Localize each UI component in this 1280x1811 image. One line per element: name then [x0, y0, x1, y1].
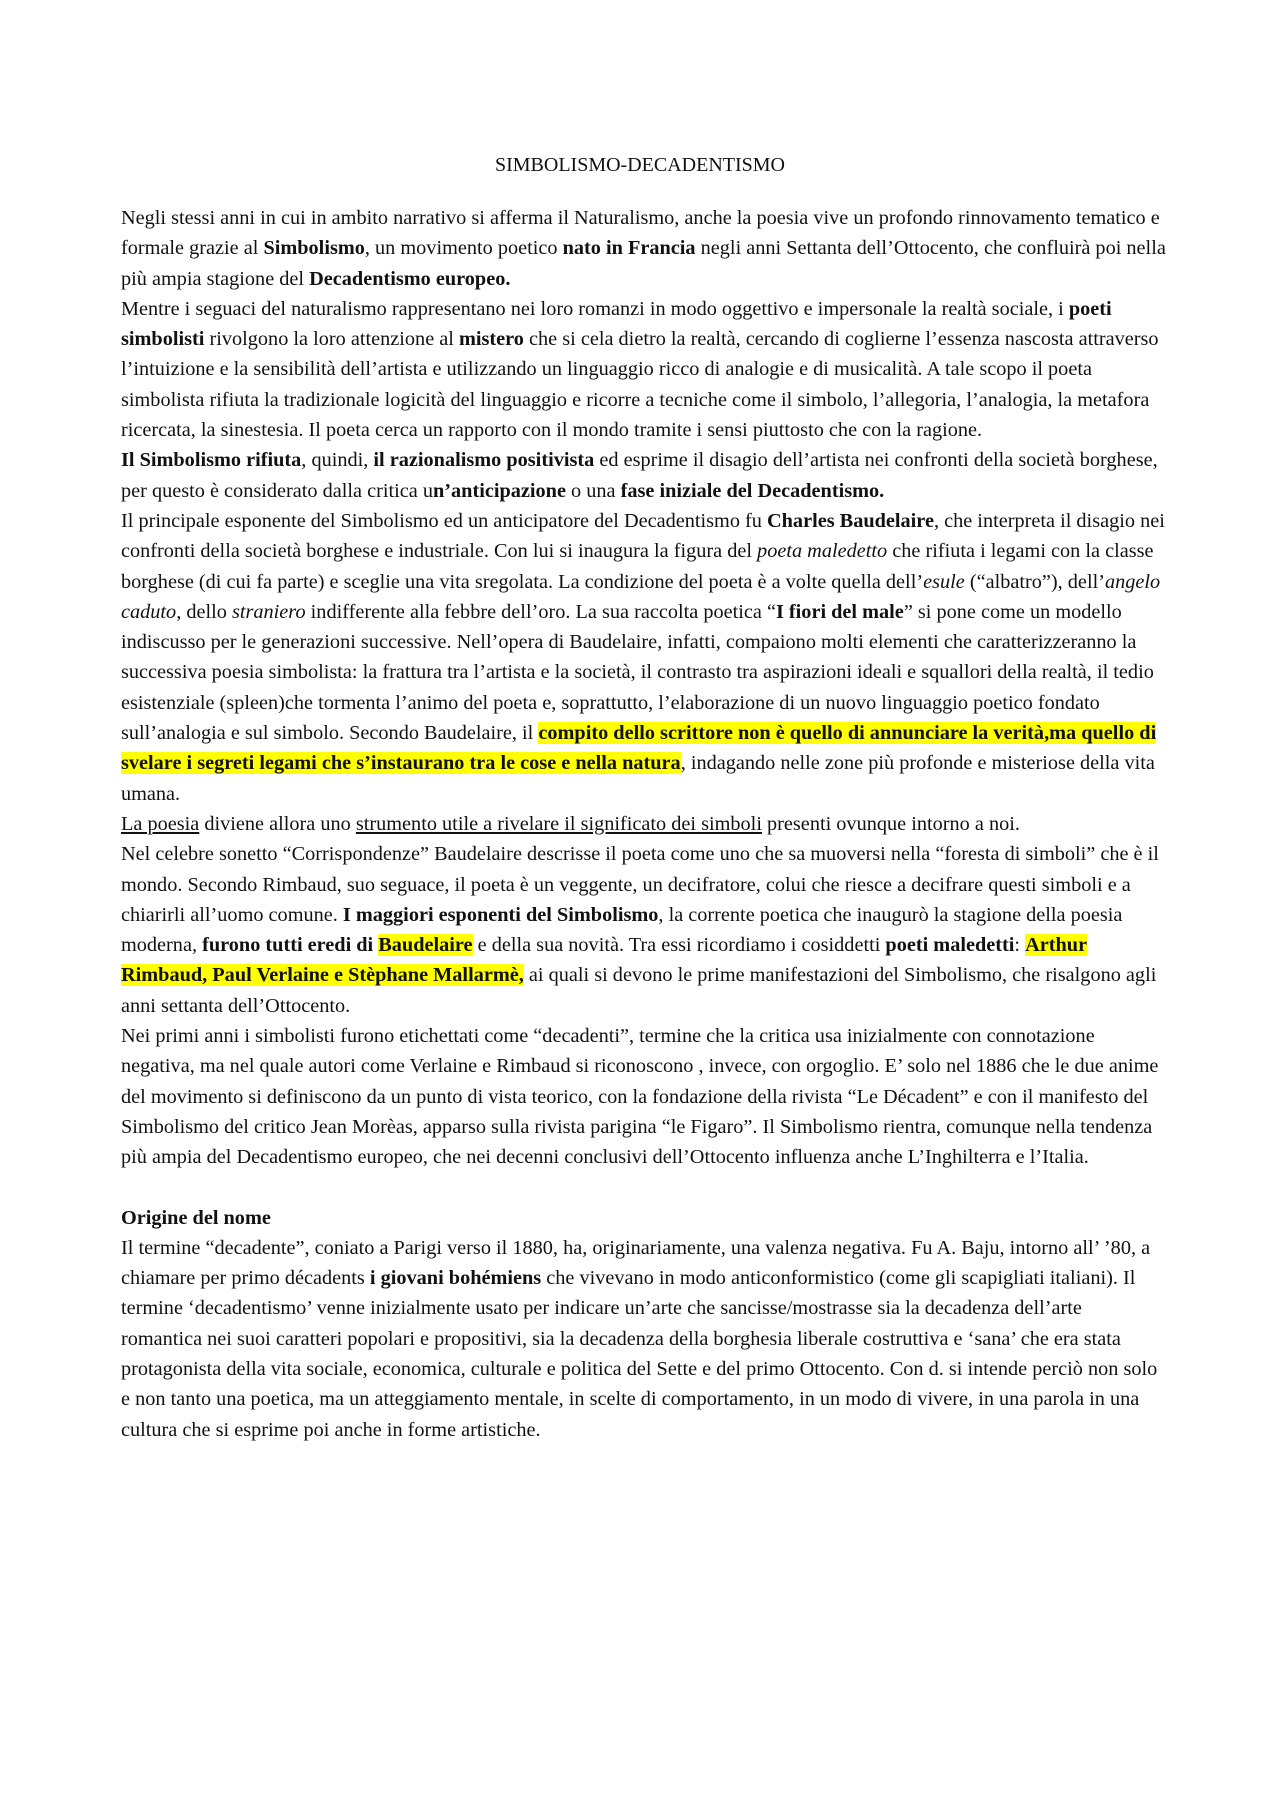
text-run: Mentre i seguaci del naturalismo rappresentano nei loro romanzi in modo oggettivo e impersonale la realtà sociale, i [121, 297, 1069, 320]
text-run: ed esprime il disagio dell’artista nei confronti della società borghese, per questo è considerato dalla critica u [121, 449, 1158, 502]
italic-run: esule [923, 570, 965, 593]
text-run: rivolgono la loro attenzione al [204, 328, 459, 351]
paragraph-naturalism-contrast [121, 294, 1167, 445]
bold-run: poeti maledetti [885, 934, 1015, 957]
italic-run: angelo caduto [121, 570, 1161, 623]
text-run: , che interpreta il disagio nei confronti della società borghese e industriale. Con lui si inaugura la figura del [121, 509, 1165, 563]
section-heading [121, 1203, 1167, 1233]
text-run: ” si pone come un modello indiscusso per le generazioni successive. Nell’opera di Baudelaire, infatti, compaiono molti elementi che caratterizzeranno la successiva poesia simbolista: la frattura tra l’artista e la società, il contrasto tra aspirazioni ideali e squallori della realtà, il tedio esistenziale (spleen)che tormenta l’animo del poeta e, soprattutto, l’elaborazione di un nuovo linguaggio poetico fondato sull’analogia e sul simbolo. Secondo Baudelaire, il [121, 600, 1154, 745]
text-run: negli anni Settanta dell’Ottocento, che confluirà poi nella più ampia stagione del [121, 237, 1166, 290]
paragraph-correspondences [121, 839, 1167, 1021]
text-run: , un movimento poetico [364, 237, 563, 260]
text-run: , dello [176, 600, 232, 623]
text-run: e della sua novità. Tra essi ricordiamo i cosiddetti [472, 934, 886, 957]
text-run: : [1014, 934, 1026, 957]
highlighted-run: compito dello scrittore non è quello di annunciare la verità,ma quello di svelare i segreti legami che s’instaurano tra le cose e nella natura [121, 722, 1157, 775]
bold-run: nato in Francia [562, 237, 696, 260]
text-run: , quindi, [301, 449, 374, 472]
italic-run: straniero [231, 600, 306, 623]
text-run: che rifiuta i legami con la classe borghese (di cui fa parte) e sceglie una vita sregolata. La condizione del poeta è a volte quella dell’ [121, 540, 1154, 593]
bold-run: fase iniziale del Decadentismo. [620, 479, 885, 502]
bold-run: Il Simbolismo rifiuta [121, 449, 302, 472]
bold-run: furono tutti eredi di [202, 934, 379, 957]
paragraph-name-origin [121, 1233, 1167, 1445]
text-run: , indagando nelle zone più profonde e misteriose della vita umana. [121, 752, 1155, 805]
highlighted-run: Baudelaire [378, 934, 473, 957]
bold-run: il razionalismo positivista [373, 449, 595, 472]
text-run: indifferente alla febbre dell’oro. La sua raccolta poetica “ [305, 600, 776, 623]
text-run: diviene allora uno [199, 812, 356, 835]
text-run: Il principale esponente del Simbolismo ed un anticipatore del Decadentismo fu [121, 509, 767, 532]
bold-run: mistero [458, 328, 524, 351]
text-run: che vivevano in modo anticonformistico (come gli scapigliati italiani). Il termine ‘decadentismo’ venne inizialmente usato per indicare un’arte che sancisse/mostrasse sia la decadenza dell’arte romantica nei suoi caratteri popolari e propositivi, sia la decadenza della borghesia liberale costruttiva e ‘sana’ che era stata protagonista della vita sociale, economica, culturale e politica del Sette e del primo Ottocento. Con d. si intende perciò non solo e non tanto una poetica, ma un atteggiamento mentale, in scelte di comportamento, in un modo di vivere, in una parola in una cultura che si esprime poi anche in forme artistiche. [121, 1267, 1158, 1441]
text-run: Nei primi anni i simbolisti furono etichettati come “decadenti”, termine che la critica usa inizialmente con connotazione negativa, ma nel quale autori come Verlaine e Rimbaud si riconoscono , invece, con orgoglio. E’ solo nel 1886 che le due anime del movimento si definiscono da un punto di vista teorico, con la fondazione della rivista “Le Décadent” e con il manifesto del Simbolismo del critico Jean Morèas, apparso sulla rivista parigina “le Figaro”. Il Simbolismo rientra, comunque nella tendenza più ampia del Decadentismo europeo, che nei decenni conclusivi dell’Ottocento influenza anche L’Inghilterra e l’Italia. [121, 1025, 1159, 1169]
paragraph-decadents [121, 1021, 1167, 1172]
heading-text: Origine del nome [121, 1206, 271, 1229]
bold-run: Charles Baudelaire [767, 509, 934, 532]
text-run: Nel celebre sonetto “Corrispondenze” Baudelaire descrisse il poeta come uno che sa muoversi nella “foresta di simboli” che è il mondo. Secondo Rimbaud, suo seguace, il poeta è un veggente, un decifratore, colui che riesce a decifrare questi simboli e a chiarirli all’uomo comune. [121, 843, 1159, 926]
text-run: Negli stessi anni in cui in ambito narrativo si afferma il Naturalismo, anche la poesia vive un profondo rinnovamento tematico e formale grazie al [121, 207, 1160, 260]
text-run: (“albatro”), dell’ [964, 570, 1105, 593]
bold-run: poeti simbolisti [121, 297, 1112, 351]
paragraph-poetry-role [121, 809, 1167, 839]
paragraph-intro [121, 203, 1167, 294]
text-run: ai quali si devono le prime manifestazioni del Simbolismo, che risalgono agli anni settanta dell’Ottocento. [121, 964, 1157, 1017]
text-run: o una [565, 479, 621, 502]
bold-run: i giovani bohémiens [369, 1267, 542, 1290]
document-title: SIMBOLISMO-DECADENTISMO [494, 154, 785, 176]
bold-run: I maggiori esponenti del Simbolismo [342, 903, 659, 926]
underlined-run: strumento utile a rivelare il significato dei simboli [355, 812, 762, 835]
text-run: Il termine “decadente”, coniato a Parigi verso il 1880, ha, originariamente, una valenza negativa. Fu A. Baju, intorno all’ ’80, a chiamare per primo décadents [121, 1236, 1151, 1290]
bold-run: Simbolismo [263, 237, 365, 260]
paragraph-rejection [121, 445, 1167, 506]
text-run: presenti ovunque intorno a noi. [761, 812, 1020, 835]
paragraph-spacer [121, 1173, 1167, 1203]
italic-run: poeta maledetto [757, 540, 888, 563]
text-run: che si cela dietro la realtà, cercando di coglierne l’essenza nascosta attraverso l’intuizione e la sensibilità dell’artista e utilizzando un linguaggio ricco di analogie e di musicalità. A tale scopo il poeta simbolista rifiuta la tradizionale logicità del linguaggio e ricorre a tecniche come il simbolo, l’allegoria, l’analogia, la metafora ricercata, la sinestesia. Il poeta cerca un rapporto con il mondo tramite i sensi piuttosto che con la ragione. [121, 328, 1159, 442]
highlighted-run: Arthur Rimbaud, Paul Verlaine e Stèphane Mallarmè, [121, 934, 1088, 987]
bold-run: n’anticipazione [432, 479, 566, 502]
text-run: , la corrente poetica che inaugurò la stagione della poesia moderna, [121, 903, 1123, 957]
paragraph-baudelaire [121, 506, 1167, 809]
underlined-run: La poesia [121, 812, 200, 835]
bold-run: I fiori del male [775, 600, 904, 623]
document-body [121, 203, 1167, 1445]
bold-run: Decadentismo europeo. [309, 267, 511, 290]
